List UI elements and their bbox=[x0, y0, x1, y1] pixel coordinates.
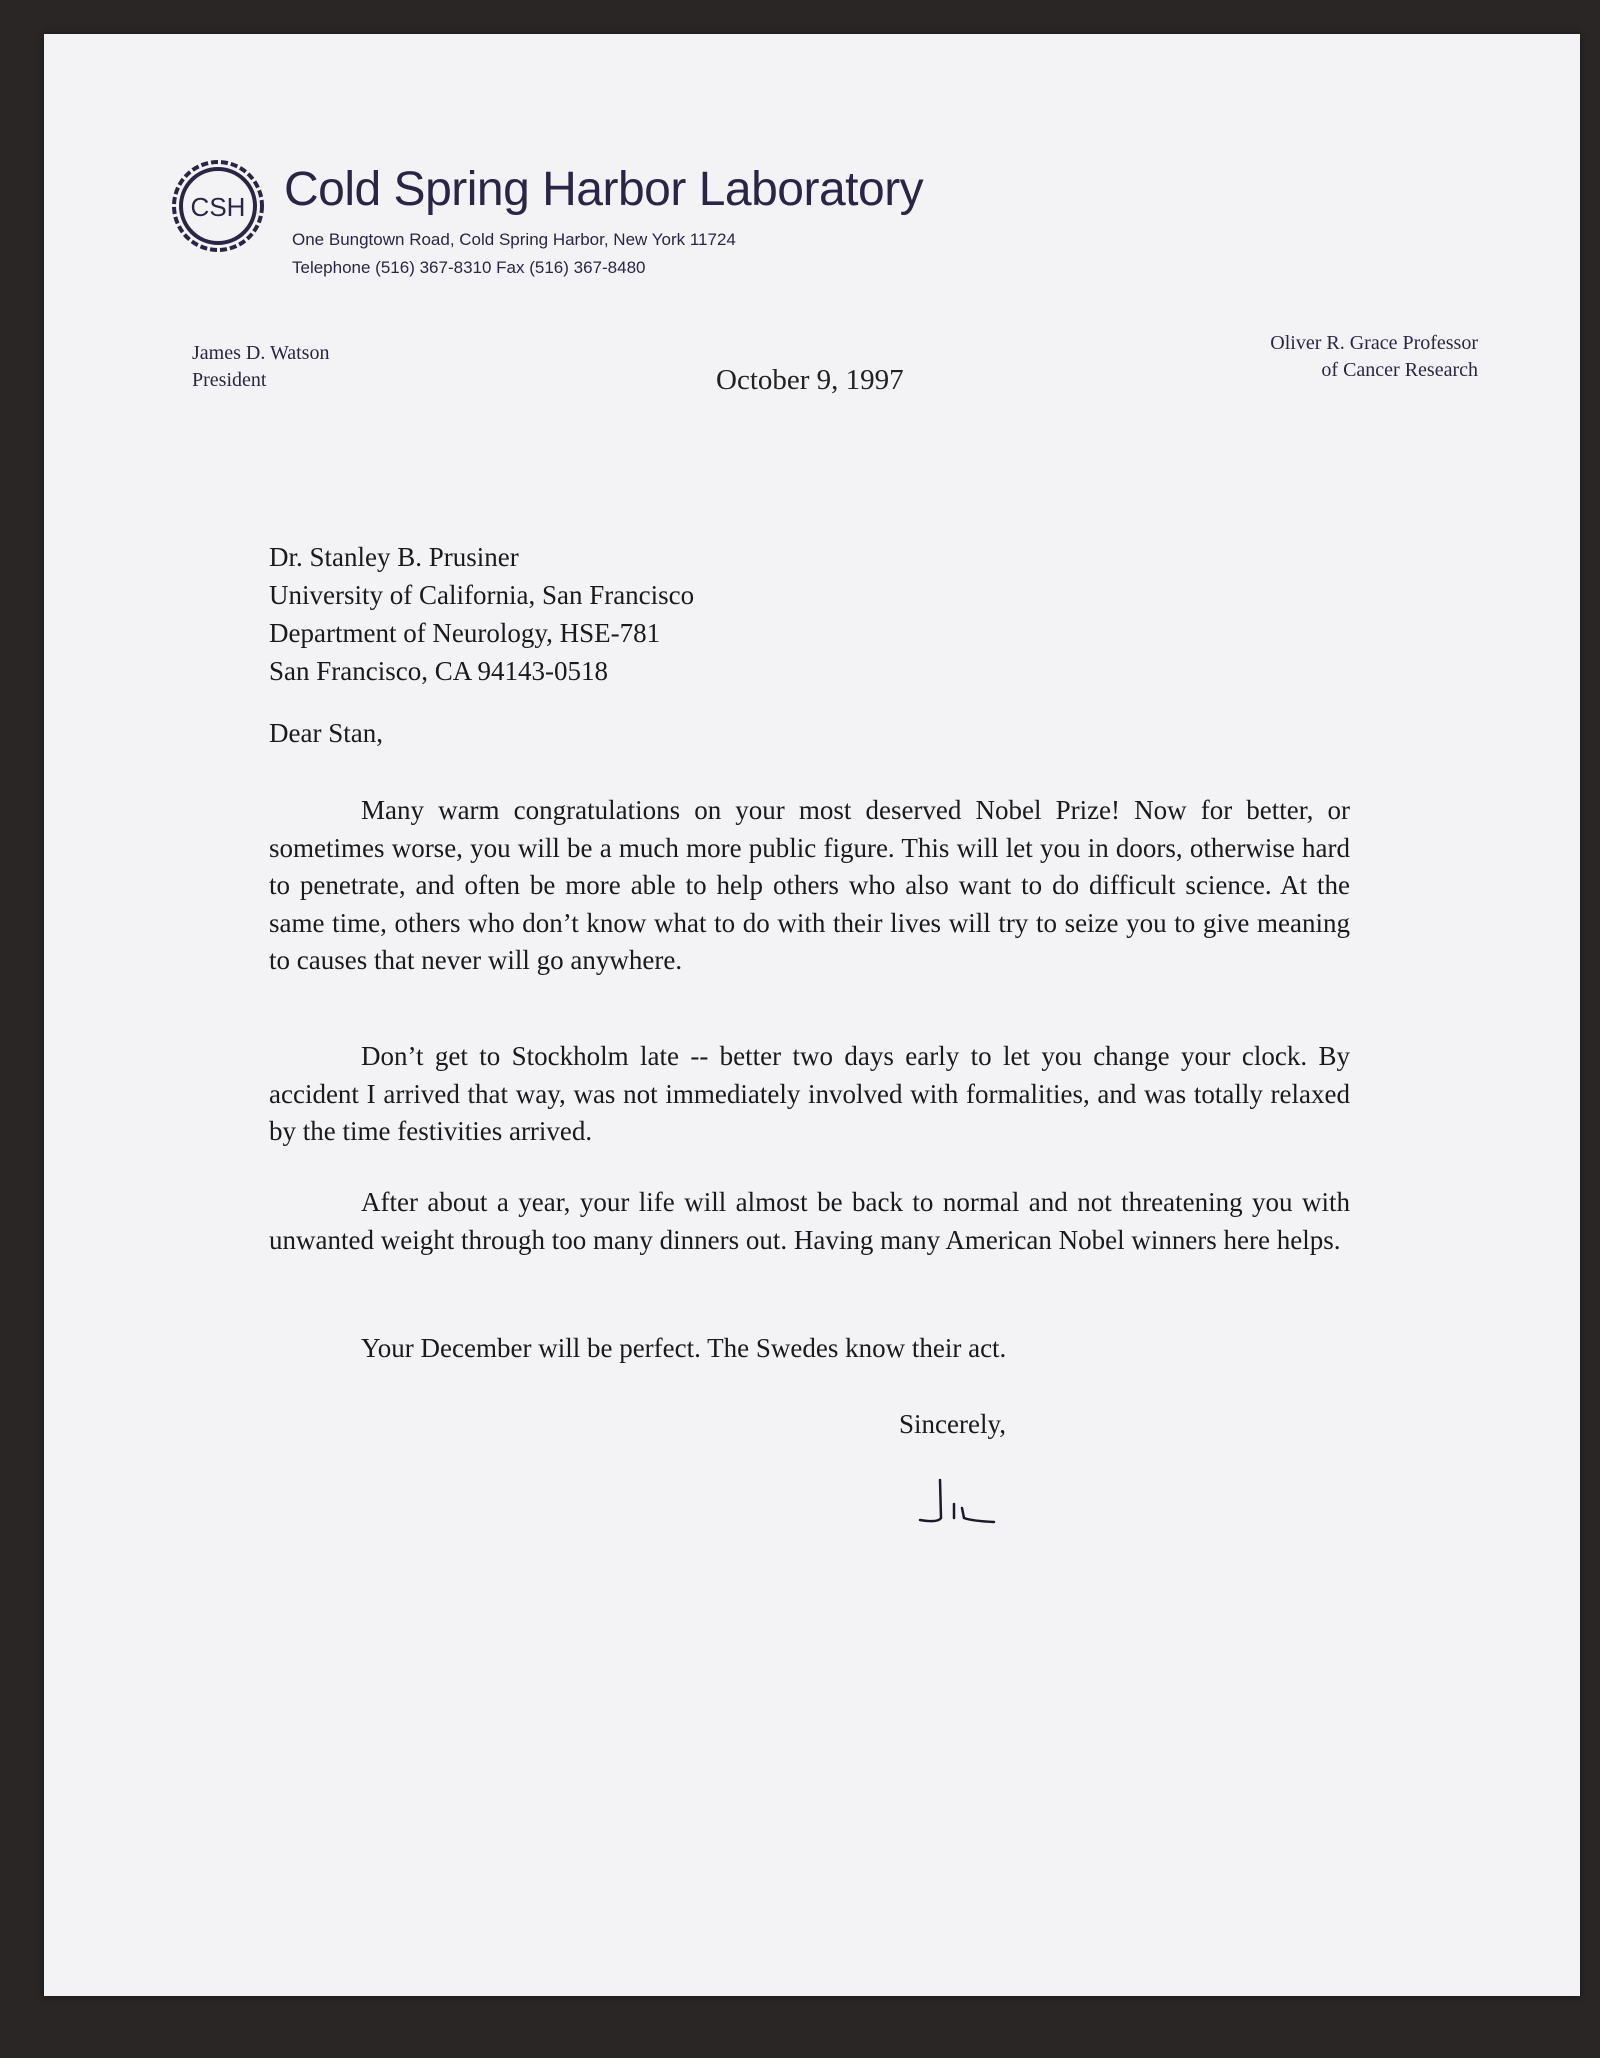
recipient-line3: Department of Neurology, HSE-781 bbox=[269, 618, 661, 648]
paragraph-3: After about a year, your life will almost be back to normal and not threatening you with unwanted weight through too many dinners out. Having many American Nobel winners here helps. bbox=[269, 1187, 1350, 1255]
organization-address: One Bungtown Road, Cold Spring Harbor, New York 11724 bbox=[292, 230, 736, 249]
recipient-line2: University of California, San Francisco bbox=[269, 580, 695, 610]
sender-chair-line2: of Cancer Research bbox=[1321, 359, 1478, 381]
recipient-line4: San Francisco, CA 94143-0518 bbox=[269, 656, 608, 686]
sender-chair-block bbox=[1270, 330, 1478, 384]
organization-phone-fax: Telephone (516) 367-8310 Fax (516) 367-8480 bbox=[292, 258, 646, 277]
paragraph-2: Don’t get to Stockholm late -- better two days early to let you change your clock. By accident I arrived that way, was not immediately involved with formalities, and was totally relaxed by the time festivities arrived. bbox=[269, 1041, 1350, 1146]
sender-chair-line1: Oliver R. Grace Professor bbox=[1270, 332, 1478, 354]
organization-name: Cold Spring Harbor Laboratory bbox=[284, 163, 924, 216]
letter-date: October 9, 1997 bbox=[716, 364, 904, 396]
paragraph-4: Your December will be perfect. The Swedes know their act. bbox=[361, 1333, 1007, 1363]
letter-page bbox=[44, 34, 1580, 1996]
csh-logo bbox=[168, 156, 268, 256]
recipient-address bbox=[269, 538, 694, 690]
sender-title: President bbox=[192, 369, 267, 391]
sender-name: James D. Watson bbox=[192, 342, 330, 364]
closing: Sincerely, bbox=[899, 1409, 1006, 1439]
logo-text: CSH bbox=[190, 192, 246, 222]
salutation: Dear Stan, bbox=[269, 718, 383, 748]
handwritten-signature bbox=[914, 1474, 1004, 1534]
sender-block bbox=[192, 340, 329, 394]
paragraph-1: Many warm congratulations on your most deserved Nobel Prize! Now for better, or sometimes worse, you will be a much more public figure. This will let you in doors, otherwise hard to penetrate, and often be more able to help others who also want to do difficult science. At the same time, others who don’t know what to do with their lives will try to seize you to give meaning to causes that never will go anywhere. bbox=[269, 795, 1350, 975]
recipient-line1: Dr. Stanley B. Prusiner bbox=[269, 542, 519, 572]
